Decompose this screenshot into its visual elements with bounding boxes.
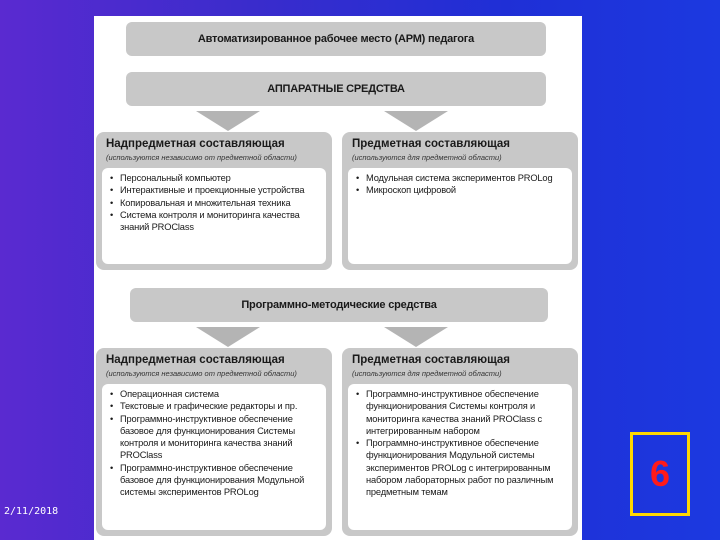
list-item: • Операционная система <box>110 388 318 400</box>
panel-subtitle: (используются независимо от предметной области) <box>106 153 297 162</box>
list-item: • Персональный компьютер <box>110 172 318 184</box>
slide-number: 6 <box>630 432 690 516</box>
arrow-down-icon <box>384 111 448 131</box>
panel-title: Надпредметная составляющая <box>106 138 285 150</box>
list-item: • Программно-инструктивное обеспечение функционирования Модульной системы экспериментов PROLog с интегрированным набором лабораторных работ по различным предметным темам <box>356 437 564 498</box>
software-right-panel <box>342 348 578 536</box>
list-item: • Программно-инструктивное обеспечение функционирования Системы контроля и мониторинга качества знаний PROClass с интегрированным набором <box>356 388 564 437</box>
list-item: • Микроскоп цифровой <box>356 184 564 196</box>
diagram <box>94 16 582 540</box>
list-item: • Программно-инструктивное обеспечение базовое для функционирования Модульной системы экспериментов PROLog <box>110 462 318 499</box>
hardware-heading: АППАРАТНЫЕ СРЕДСТВА <box>126 72 546 106</box>
panel-body <box>348 168 572 264</box>
hardware-left-panel <box>96 132 332 270</box>
arrow-down-icon <box>384 327 448 347</box>
list-item: • Программно-инструктивное обеспечение базовое для функционирования Системы контроля и мониторинга качества знаний PROClass <box>110 413 318 462</box>
panel-body <box>102 384 326 530</box>
list-item: • Текстовые и графические редакторы и пр. <box>110 400 318 412</box>
list-item: • Интерактивные и проекционные устройства <box>110 184 318 196</box>
hardware-right-panel <box>342 132 578 270</box>
panel-title: Надпредметная составляющая <box>106 354 285 366</box>
list-item: • Модульная система экспериментов PROLog <box>356 172 564 184</box>
software-heading: Программно-методические средства <box>130 288 548 322</box>
panel-subtitle: (используются независимо от предметной области) <box>106 369 297 378</box>
panel-title: Предметная составляющая <box>352 354 511 366</box>
list-item: • Система контроля и мониторинга качества знаний PROClass <box>110 209 318 234</box>
arrow-down-icon <box>196 327 260 347</box>
slide-date: 2/11/2018 <box>4 506 59 517</box>
diagram-title: Автоматизированное рабочее место (АРМ) педагога <box>126 22 546 56</box>
panel-body <box>102 168 326 264</box>
list-item: • Копировальная и множительная техника <box>110 197 318 209</box>
arrow-down-icon <box>196 111 260 131</box>
panel-subtitle: (используются для предметной области) <box>352 153 502 162</box>
software-left-panel <box>96 348 332 536</box>
panel-subtitle: (используются для предметной области) <box>352 369 502 378</box>
panel-body <box>348 384 572 530</box>
panel-title: Предметная составляющая <box>352 138 511 150</box>
